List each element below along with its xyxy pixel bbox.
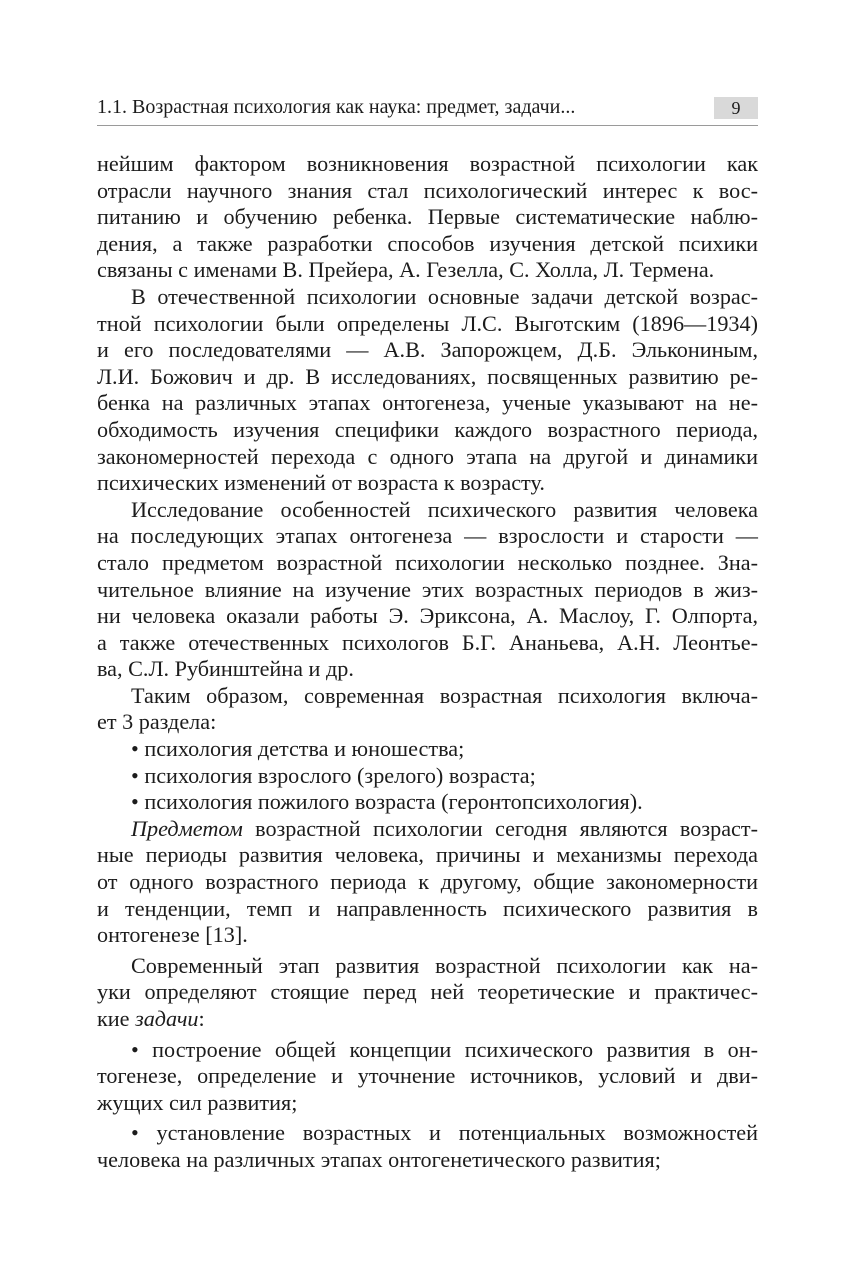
text-line: питанию и обучению ребенка. Первые систематические наблю- bbox=[97, 204, 758, 230]
text-line: чительное влияние на изучение этих возрастных периодов в жиз- bbox=[97, 576, 758, 602]
text-line: В отечественной психологии основные задачи детской возрас- bbox=[131, 283, 758, 309]
running-title: 1.1. Возрастная психология как наука: предмет, задачи... bbox=[97, 96, 576, 118]
text-line: дения, а также разработки способов изучения детской психики bbox=[97, 230, 758, 256]
text-line: Таким образом, современная возрастная психология включа- bbox=[131, 682, 758, 708]
list-item: • психология пожилого возраста (геронтопсихология). bbox=[131, 789, 643, 815]
text-line: отрасли научного знания стал психологический интерес к вос- bbox=[97, 177, 758, 203]
text-fragment: возрастной психологии сегодня являются возраст- bbox=[242, 815, 758, 841]
text-line: человека на различных этапах онтогенетического развития; bbox=[97, 1146, 661, 1172]
list-item: • построение общей концепции психического развития в он- bbox=[131, 1036, 758, 1062]
text-line bbox=[97, 816, 758, 843]
term-tasks: задачи bbox=[135, 1006, 199, 1031]
text-line: обходимость изучения специфики каждого возрастного периода, bbox=[97, 416, 758, 442]
text-line: связаны с именами В. Прейера, А. Гезелла, С. Холла, Л. Термена. bbox=[97, 257, 715, 283]
page-number: 9 bbox=[714, 97, 758, 119]
text-line: ет 3 раздела: bbox=[97, 709, 217, 735]
text-line: бенка на различных этапах онтогенеза, ученые указывают на не- bbox=[97, 390, 758, 416]
text-line: ни человека оказали работы Э. Эриксона, А. Маслоу, Г. Олпорта, bbox=[97, 603, 758, 629]
text-line: тогенезе, определение и уточнение источников, условий и дви- bbox=[97, 1063, 758, 1089]
text-line: Современный этап развития возрастной психологии как на- bbox=[131, 952, 758, 978]
text-line: стало предметом возрастной психологии несколько позднее. Зна- bbox=[97, 549, 758, 575]
text-line: жущих сил развития; bbox=[97, 1089, 298, 1115]
text-fragment: кие bbox=[97, 1006, 136, 1031]
term-subject: Предметом bbox=[131, 815, 243, 841]
text-line: онтогенезе [13]. bbox=[97, 922, 248, 948]
text-line: нейшим фактором возникновения возрастной психологии как bbox=[97, 151, 758, 176]
text-line: от одного возрастного периода к другому, общие закономерности bbox=[97, 869, 758, 895]
text-line: психических изменений от возраста к возрасту. bbox=[97, 470, 545, 496]
text-line: уки определяют стоящие перед ней теоретические и практичес- bbox=[97, 979, 758, 1005]
list-item: • психология взрослого (зрелого) возраста; bbox=[131, 762, 536, 788]
list-item: • установление возрастных и потенциальных возможностей bbox=[131, 1120, 758, 1146]
text-line: а также отечественных психологов Б.Г. Ананьева, А.Н. Леонтье- bbox=[97, 629, 758, 655]
text-line bbox=[97, 1006, 758, 1033]
text-line: на последующих этапах онтогенеза — взрослости и старости — bbox=[97, 523, 758, 549]
text-line: Исследование особенностей психического развития человека bbox=[131, 496, 758, 522]
list-item: • психология детства и юношества; bbox=[131, 736, 465, 762]
running-header bbox=[97, 94, 758, 126]
text-line: Л.И. Божович и др. В исследованиях, посвященных развитию ре- bbox=[97, 363, 758, 389]
body-text bbox=[97, 151, 758, 1174]
text-line: и его последователями — А.В. Запорожцем, Д.Б. Элькониным, bbox=[97, 337, 758, 363]
text-line: ва, С.Л. Рубинштейна и др. bbox=[97, 656, 354, 682]
text-line: тной психологии были определены Л.С. Выготским (1896—1934) bbox=[97, 310, 758, 336]
text-line: закономерностей перехода с одного этапа на другой и динамики bbox=[97, 443, 758, 469]
text-line: и тенденции, темп и направленность психического развития в bbox=[97, 895, 758, 921]
text-fragment: : bbox=[198, 1006, 205, 1031]
text-line: ные периоды развития человека, причины и механизмы перехода bbox=[97, 842, 758, 868]
